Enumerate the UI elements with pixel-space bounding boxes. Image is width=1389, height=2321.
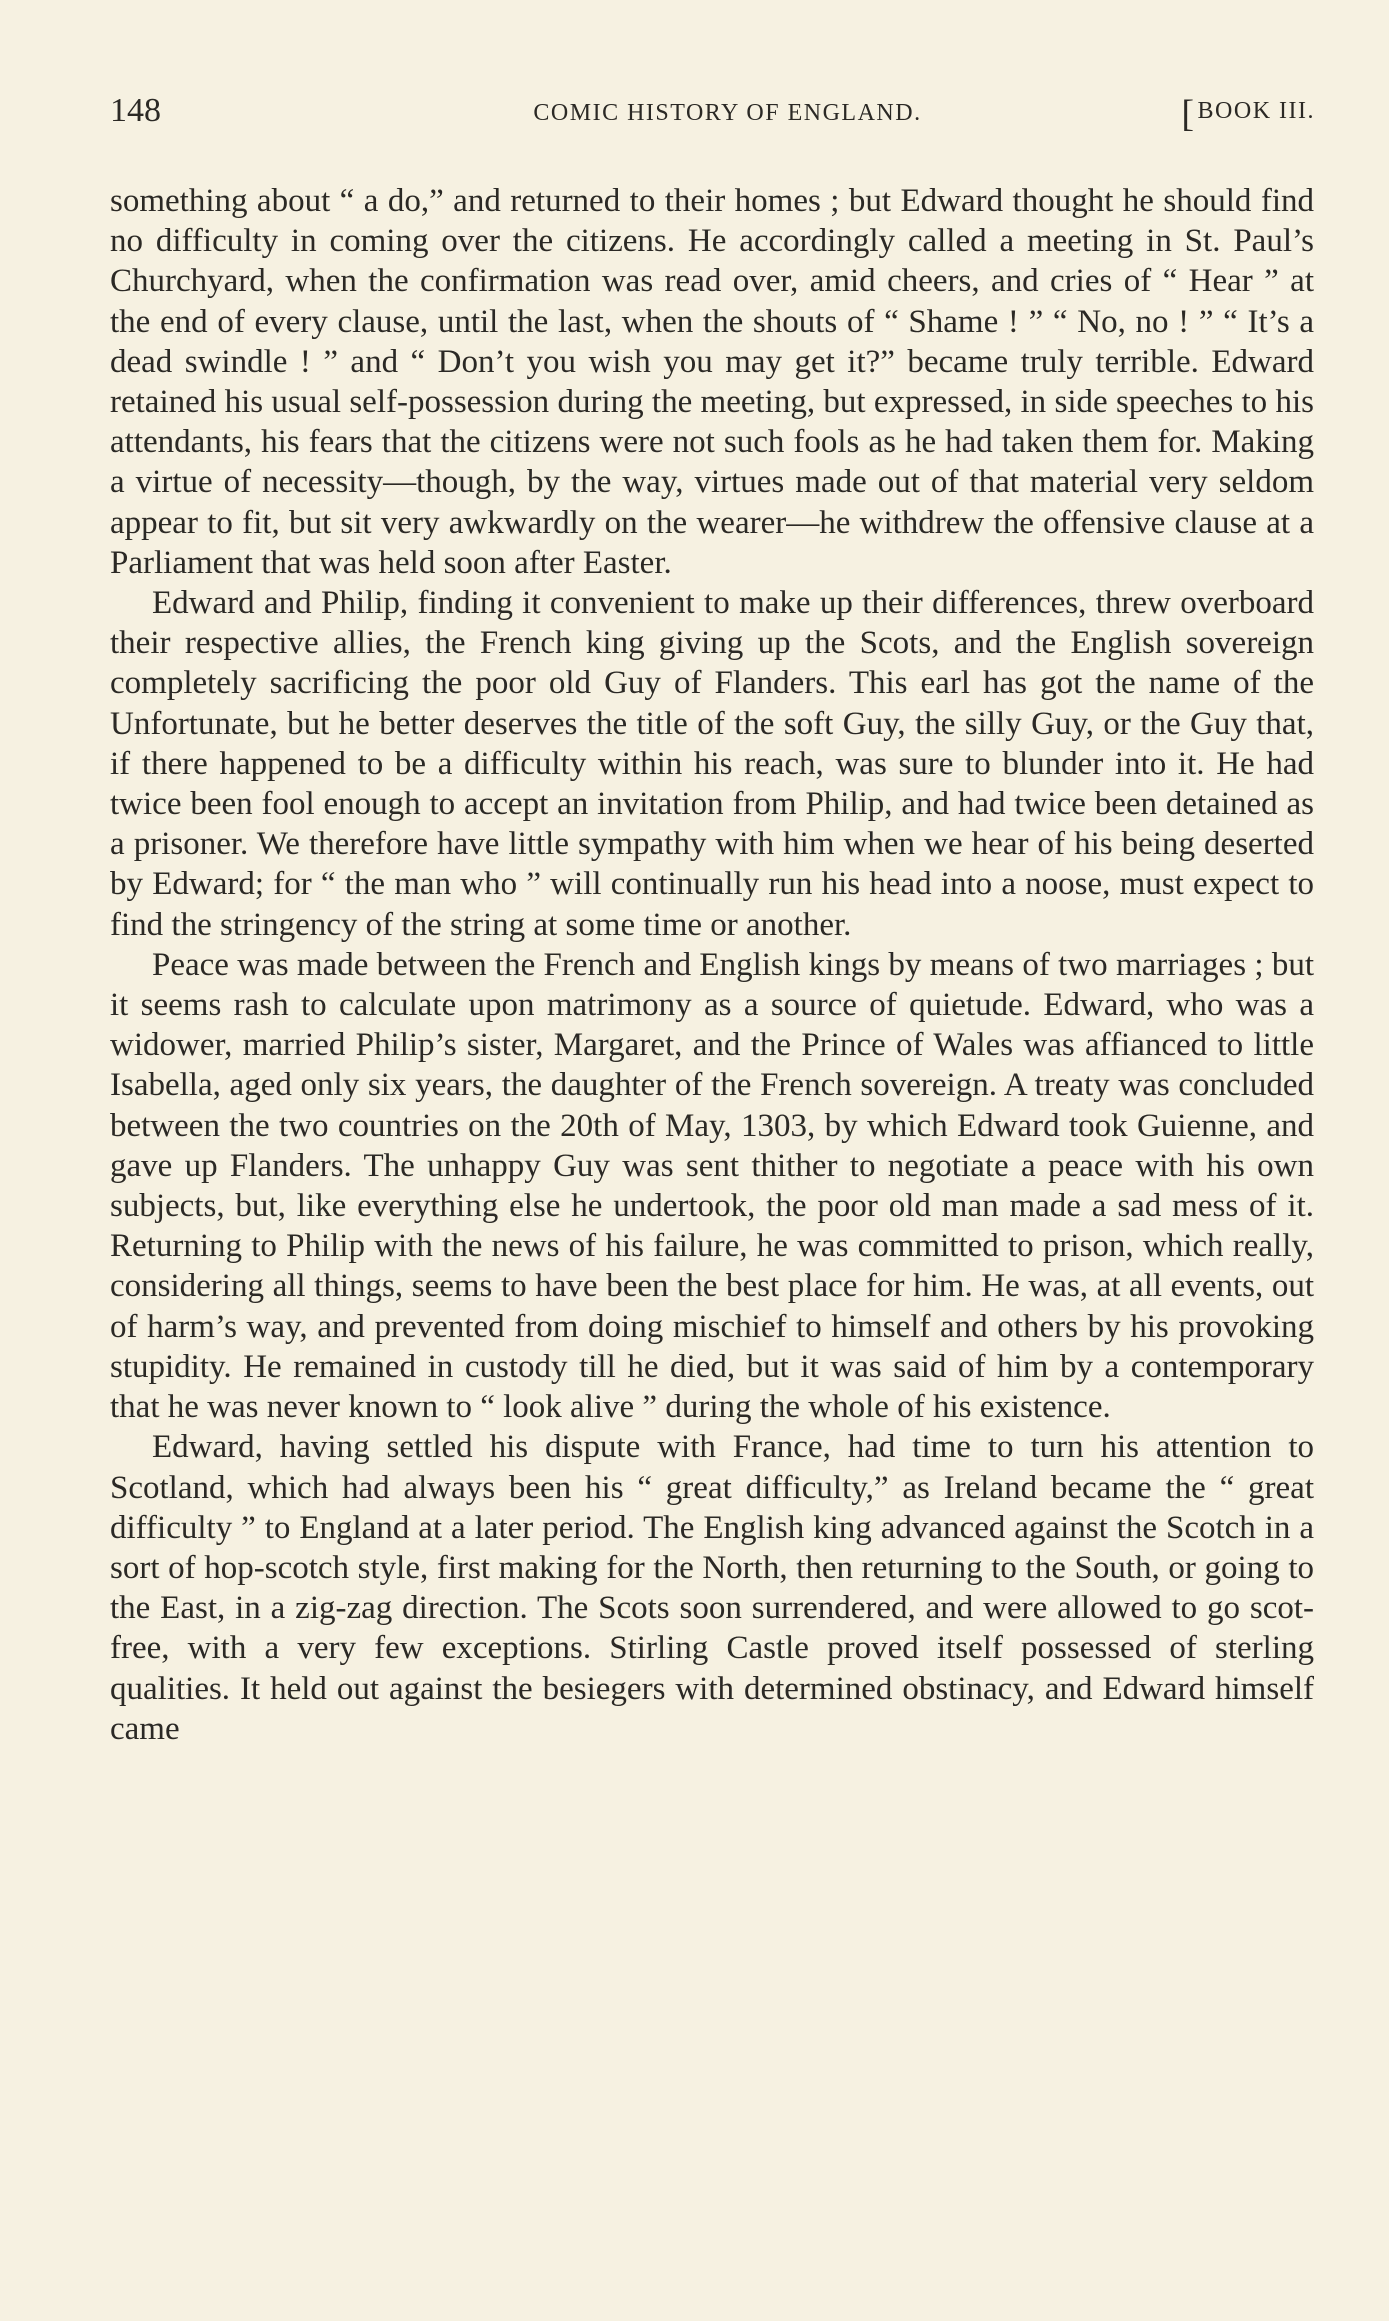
book-label: [1181, 92, 1315, 136]
paragraph: something about “ a do,” and returned to their homes ; but Edward thought he should find no difficulty in coming over the citizens. He accordingly called a meeting in St. Paul’s Churchyard, when the confirmation was read over, amid cheers, and cries of “ Hear ” at the end of every clause, until the last, when the shouts of “ Shame ! ” “ No, no ! ” “ It’s a dead swindle ! ” and “ Don’t you wish you may get it?” became truly terrible. Edward retained his usual self-possession during the meeting, but expressed, in side speeches to his attendants, his fears that the citizens were not such fools as he had taken them for. Making a virtue of necessity—though, by the way, virtues made out of that material very seldom appear to fit, but sit very awkwardly on the wearer—he withdrew the offensive clause at a Parliament that was held soon after Easter.: [110, 183, 1314, 581]
running-title: COMIC HISTORY OF ENGLAND.: [533, 100, 922, 126]
page-header: [110, 92, 1315, 138]
paragraph: Peace was made between the French and English kings by means of two marriages ; but it seems rash to calculate upon matrimony as a source of quietude. Edward, who was a widower, married Philip’s sister, Margaret, and the Prince of Wales was affianced to little Isabella, aged only six years, the daughter of the French sovereign. A treaty was concluded between the two countries on the 20th of May, 1303, by which Edward took Guienne, and gave up Flanders. The unhappy Guy was sent thither to negotiate a peace with his own subjects, but, like everything else he undertook, the poor old man made a sad mess of it. Returning to Philip with the news of his failure, he was committed to prison, which really, considering all things, seems to have been the best place for him. He was, at all events, out of harm’s way, and prevented from doing mischief to himself and others by his provoking stupidity. He remained in custody till he died, but it was said of him by a contemporary that he was never known to “ look alive ” during the whole of his existence.: [110, 946, 1314, 1426]
paragraph: Edward and Philip, finding it convenient to make up their differences, threw overboard their respective allies, the French king giving up the Scots, and the English sovereign completely sacrificing the poor old Guy of Flanders. This earl has got the name of the Unfortunate, but he better deserves the title of the soft Guy, the silly Guy, or the Guy that, if there happened to be a difficulty within his reach, was sure to blunder into it. He had twice been fool enough to accept an invitation from Philip, and had twice been detained as a prisoner. We therefore have little sympathy with him when we hear of his being deserted by Edward; for “ the man who ” will continually run his head into a noose, must expect to find the stringency of the string at some time or another.: [110, 585, 1314, 943]
page-number: 148: [110, 92, 161, 129]
bracket-glyph: [: [1181, 93, 1196, 135]
paragraph: Edward, having settled his dispute with France, had time to turn his attention to Scotland, which had always been his “ great difficulty,” as Ireland became the “ great difficulty ” to England at a later period. The English king advanced against the Scotch in a sort of hop-scotch style, first making for the North, then returning to the South, or going to the East, in a zig-zag direction. The Scots soon surrendered, and were allowed to go scot-free, with a very few exceptions. Stirling Castle proved itself possessed of sterling qualities. It held out against the besiegers with determined obstinacy, and Edward himself came: [110, 1429, 1314, 1747]
book-label-text: BOOK III.: [1197, 98, 1315, 124]
body-text: [110, 181, 1314, 1749]
